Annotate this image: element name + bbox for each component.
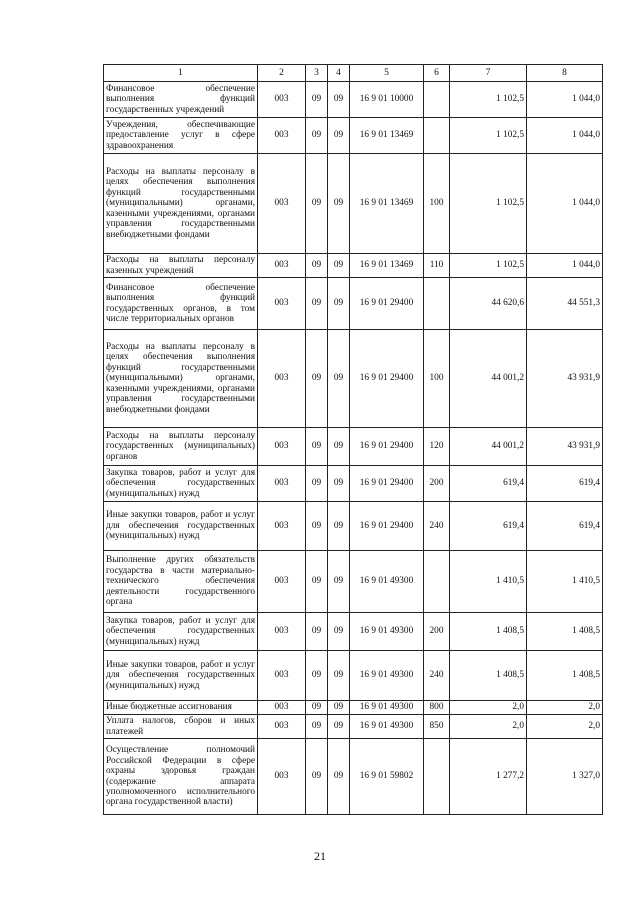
expense-type-cell: [424, 118, 450, 154]
amount-year1-cell: 1 102,5: [450, 154, 527, 254]
subsection-cell: 09: [328, 551, 350, 613]
amount-year1-cell: 1 102,5: [450, 118, 527, 154]
subsection-cell: 09: [328, 701, 350, 715]
kvsr-cell: 003: [258, 82, 306, 118]
amount-year2-cell: 2,0: [527, 715, 603, 739]
subsection-cell: 09: [328, 82, 350, 118]
kvsr-cell: 003: [258, 502, 306, 551]
row-name-cell: Иные бюджетные ассигнования: [104, 701, 258, 715]
header-cell: 3: [306, 65, 328, 82]
kvsr-cell: 003: [258, 701, 306, 715]
subsection-cell: 09: [328, 466, 350, 502]
header-cell: 2: [258, 65, 306, 82]
expense-type-cell: 800: [424, 701, 450, 715]
amount-year2-cell: 43 931,9: [527, 428, 603, 466]
subsection-cell: 09: [328, 502, 350, 551]
target-article-cell: 16 9 01 10000: [350, 82, 424, 118]
subsection-cell: 09: [328, 715, 350, 739]
target-article-cell: 16 9 01 49300: [350, 701, 424, 715]
table-row: [104, 466, 603, 502]
expense-type-cell: 850: [424, 715, 450, 739]
row-name-cell: Иные закупки товаров, работ и услуг для обеспечения государственных (муниципальных) нужд: [104, 651, 258, 701]
subsection-cell: 09: [328, 613, 350, 651]
amount-year2-cell: 44 551,3: [527, 278, 603, 330]
expense-type-cell: 110: [424, 254, 450, 278]
target-article-cell: 16 9 01 13469: [350, 154, 424, 254]
table-row: [104, 613, 603, 651]
row-name-cell: Учреждения, обеспечивающие предоставление услуг в сфере здравоохранения: [104, 118, 258, 154]
amount-year2-cell: 2,0: [527, 701, 603, 715]
table-row: [104, 330, 603, 428]
kvsr-cell: 003: [258, 739, 306, 815]
section-cell: 09: [306, 82, 328, 118]
section-cell: 09: [306, 613, 328, 651]
header-cell: 8: [527, 65, 603, 82]
row-name-cell: Расходы на выплаты персоналу в целях обеспечения выполнения функций государственными (муниципальными) органами, казенными учреждениями, органами управления государственными внебюджетными фондами: [104, 154, 258, 254]
target-article-cell: 16 9 01 13469: [350, 254, 424, 278]
section-cell: 09: [306, 551, 328, 613]
section-cell: 09: [306, 502, 328, 551]
section-cell: 09: [306, 428, 328, 466]
section-cell: 09: [306, 330, 328, 428]
page-number: 21: [314, 849, 326, 863]
expense-type-cell: [424, 739, 450, 815]
kvsr-cell: 003: [258, 715, 306, 739]
amount-year1-cell: 44 001,2: [450, 330, 527, 428]
row-name-cell: Уплата налогов, сборов и иных платежей: [104, 715, 258, 739]
amount-year2-cell: 1 044,0: [527, 154, 603, 254]
target-article-cell: 16 9 01 13469: [350, 118, 424, 154]
table-row: [104, 739, 603, 815]
row-name-cell: Осуществление полномочий Российской Федерации в сфере охраны здоровья граждан (содержание аппарата уполномоченного исполнительного органа государственной власти): [104, 739, 258, 815]
kvsr-cell: 003: [258, 551, 306, 613]
section-cell: 09: [306, 254, 328, 278]
subsection-cell: 09: [328, 330, 350, 428]
subsection-cell: 09: [328, 651, 350, 701]
expense-type-cell: 200: [424, 613, 450, 651]
amount-year1-cell: 1 102,5: [450, 82, 527, 118]
amount-year1-cell: 1 277,2: [450, 739, 527, 815]
target-article-cell: 16 9 01 29400: [350, 330, 424, 428]
table-row: [104, 254, 603, 278]
target-article-cell: 16 9 01 49300: [350, 715, 424, 739]
budget-table: [103, 64, 603, 815]
amount-year1-cell: 2,0: [450, 701, 527, 715]
amount-year1-cell: 619,4: [450, 466, 527, 502]
header-cell: 5: [350, 65, 424, 82]
amount-year2-cell: 1 327,0: [527, 739, 603, 815]
amount-year1-cell: 1 408,5: [450, 613, 527, 651]
amount-year2-cell: 1 044,0: [527, 254, 603, 278]
amount-year1-cell: 2,0: [450, 715, 527, 739]
section-cell: 09: [306, 466, 328, 502]
table-row: [104, 715, 603, 739]
target-article-cell: 16 9 01 59802: [350, 739, 424, 815]
amount-year1-cell: 1 408,5: [450, 651, 527, 701]
amount-year1-cell: 44 001,2: [450, 428, 527, 466]
amount-year1-cell: 1 102,5: [450, 254, 527, 278]
table-row: [104, 118, 603, 154]
row-name-cell: Финансовое обеспечение выполнения функций государственных органов, в том числе территориальных органов: [104, 278, 258, 330]
kvsr-cell: 003: [258, 330, 306, 428]
section-cell: 09: [306, 154, 328, 254]
table-row: [104, 502, 603, 551]
expense-type-cell: 240: [424, 502, 450, 551]
row-name-cell: Расходы на выплаты персоналу государственных (муниципальных) органов: [104, 428, 258, 466]
section-cell: 09: [306, 118, 328, 154]
kvsr-cell: 003: [258, 466, 306, 502]
section-cell: 09: [306, 278, 328, 330]
amount-year2-cell: 43 931,9: [527, 330, 603, 428]
table-row: [104, 551, 603, 613]
subsection-cell: 09: [328, 118, 350, 154]
table-row: [104, 82, 603, 118]
row-name-cell: Закупка товаров, работ и услуг для обеспечения государственных (муниципальных) нужд: [104, 613, 258, 651]
kvsr-cell: 003: [258, 118, 306, 154]
table-row: [104, 651, 603, 701]
table-header-row: [104, 65, 603, 82]
target-article-cell: 16 9 01 29400: [350, 466, 424, 502]
row-name-cell: Финансовое обеспечение выполнения функций государственных учреждений: [104, 82, 258, 118]
row-name-cell: Расходы на выплаты персоналу казенных учреждений: [104, 254, 258, 278]
subsection-cell: 09: [328, 428, 350, 466]
table-row: [104, 701, 603, 715]
table-row: [104, 154, 603, 254]
expense-type-cell: 240: [424, 651, 450, 701]
expense-type-cell: [424, 551, 450, 613]
kvsr-cell: 003: [258, 651, 306, 701]
amount-year2-cell: 619,4: [527, 466, 603, 502]
amount-year2-cell: 1 044,0: [527, 82, 603, 118]
expense-type-cell: [424, 278, 450, 330]
kvsr-cell: 003: [258, 613, 306, 651]
table-row: [104, 428, 603, 466]
target-article-cell: 16 9 01 49300: [350, 613, 424, 651]
subsection-cell: 09: [328, 154, 350, 254]
amount-year1-cell: 44 620,6: [450, 278, 527, 330]
amount-year1-cell: 1 410,5: [450, 551, 527, 613]
amount-year2-cell: 1 408,5: [527, 613, 603, 651]
target-article-cell: 16 9 01 29400: [350, 278, 424, 330]
row-name-cell: Иные закупки товаров, работ и услуг для обеспечения государственных (муниципальных) нужд: [104, 502, 258, 551]
amount-year1-cell: 619,4: [450, 502, 527, 551]
subsection-cell: 09: [328, 254, 350, 278]
amount-year2-cell: 619,4: [527, 502, 603, 551]
expense-type-cell: 120: [424, 428, 450, 466]
expense-type-cell: [424, 82, 450, 118]
kvsr-cell: 003: [258, 154, 306, 254]
target-article-cell: 16 9 01 29400: [350, 502, 424, 551]
header-cell: 4: [328, 65, 350, 82]
target-article-cell: 16 9 01 29400: [350, 428, 424, 466]
row-name-cell: Закупка товаров, работ и услуг для обеспечения государственных (муниципальных) нужд: [104, 466, 258, 502]
subsection-cell: 09: [328, 739, 350, 815]
amount-year2-cell: 1 410,5: [527, 551, 603, 613]
section-cell: 09: [306, 701, 328, 715]
expense-type-cell: 200: [424, 466, 450, 502]
section-cell: 09: [306, 739, 328, 815]
table-row: [104, 278, 603, 330]
amount-year2-cell: 1 044,0: [527, 118, 603, 154]
target-article-cell: 16 9 01 49300: [350, 651, 424, 701]
kvsr-cell: 003: [258, 254, 306, 278]
table-body: [104, 82, 603, 815]
row-name-cell: Расходы на выплаты персоналу в целях обеспечения выполнения функций государственными (муниципальными) органами, казенными учреждениями, органами управления государственными внебюджетными фондами: [104, 330, 258, 428]
header-cell: 7: [450, 65, 527, 82]
section-cell: 09: [306, 715, 328, 739]
target-article-cell: 16 9 01 49300: [350, 551, 424, 613]
section-cell: 09: [306, 651, 328, 701]
amount-year2-cell: 1 408,5: [527, 651, 603, 701]
kvsr-cell: 003: [258, 278, 306, 330]
subsection-cell: 09: [328, 278, 350, 330]
kvsr-cell: 003: [258, 428, 306, 466]
header-cell: 1: [104, 65, 258, 82]
expense-type-cell: 100: [424, 154, 450, 254]
expense-type-cell: 100: [424, 330, 450, 428]
header-cell: 6: [424, 65, 450, 82]
row-name-cell: Выполнение других обязательств государства в части материально-технического обеспечения деятельности государственного органа: [104, 551, 258, 613]
